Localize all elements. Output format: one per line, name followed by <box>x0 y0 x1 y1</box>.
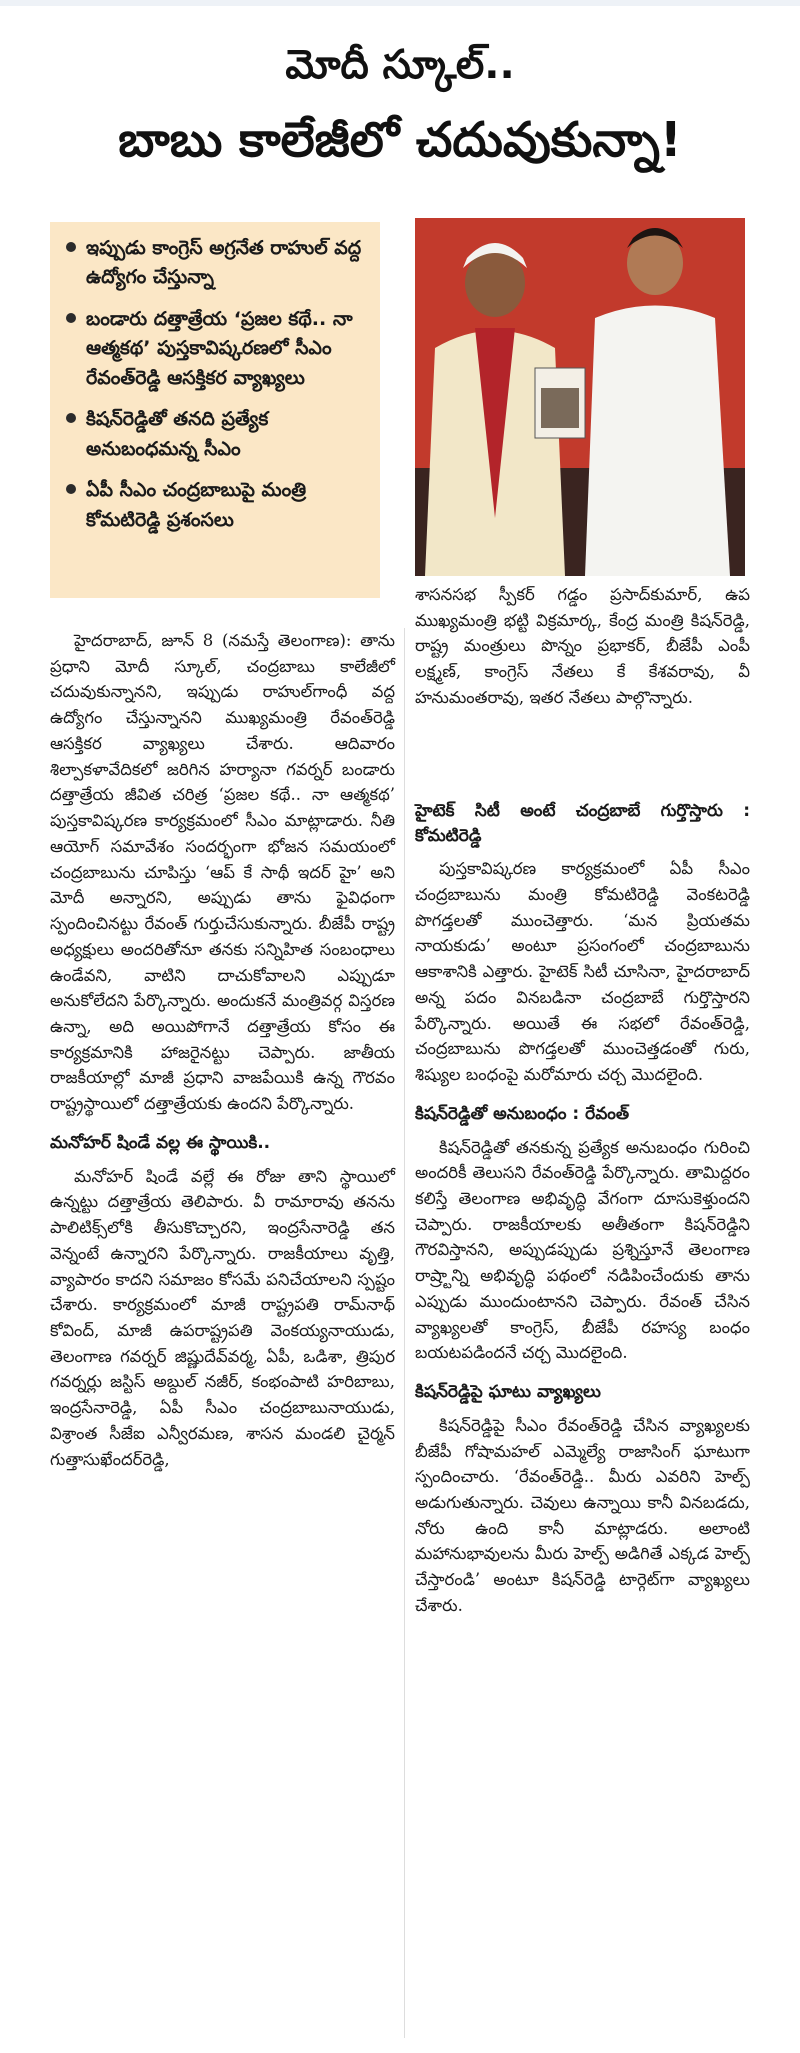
photo-caption-text: శాసనసభ స్పీకర్ గడ్డం ప్రసాద్‌కుమార్, ఉప ముఖ్యమంత్రి భట్టి విక్రమార్క, కేంద్ర మంత్రి కిషన్‌రెడ్డి, రాష్ట్ర మంత్రులు పొన్నం ప్రభాకర్, బీజేపీ ఎంపీ లక్ష్మణ్, కాంగ్రెస్ నేతలు కే కేశవరావు, వీ హనుమంతరావు, ఇతర నేతలు పాల్గొన్నారు. <box>415 585 750 707</box>
left-column <box>50 628 395 1478</box>
highlight-text: ఇప్పుడు కాంగ్రెస్ అగ్రనేత రాహుల్ వద్ద ఉద్యోగం చేస్తున్నా <box>86 237 362 289</box>
highlight-item <box>60 476 368 535</box>
news-photo <box>415 218 745 576</box>
highlight-item <box>60 234 368 293</box>
article-paragraph: పుస్తకావిష్కరణ కార్యక్రమంలో ఏపీ సీఎం చంద్రబాబును మంత్రి కోమటిరెడ్డి వెంకటరెడ్డి పొగడ్తలతో ముంచెత్తారు. ‘మన ప్రియతమ నాయకుడు’ అంటూ ప్రసంగంలో చంద్రబాబును ఆకాశానికి ఎత్తారు. హైటెక్ సిటీ చూసినా, హైదరాబాద్ అన్న పదం వినబడినా చంద్రబాబే గుర్తొస్తారని పేర్కొన్నారు. అయితే ఈ సభలో రేవంత్‌రెడ్డి, చంద్రబాబును పొగడ్తలతో ముంచెత్తడంతో గురు, శిష్యుల బంధంపై మరోమారు చర్చ మొదలైంది. <box>415 859 750 1085</box>
right-column <box>415 785 750 1625</box>
highlight-text: ఏపీ సీఎం చంద్రబాబుపై మంత్రి కోమటిరెడ్డి ప్రశంసలు <box>86 479 307 531</box>
bullet-icon <box>66 484 76 494</box>
photo-caption <box>415 582 750 717</box>
headline <box>40 40 760 170</box>
highlight-item <box>60 405 368 464</box>
subheading: కిషన్‌రెడ్డితో అనుబంధం : రేవంత్ <box>415 1103 630 1124</box>
highlights-box <box>50 222 380 598</box>
column-divider <box>404 628 405 2038</box>
bullet-icon <box>66 242 76 252</box>
headline-line-1: మోదీ స్కూల్.. <box>285 42 515 88</box>
bullet-icon <box>66 313 76 323</box>
article-paragraph: కిషన్‌రెడ్డితో తనకున్న ప్రత్యేక అనుబంధం గురించి అందరికీ తెలుసని రేవంత్‌రెడ్డి పేర్కొన్నారు. తామిద్దరం కలిస్తే తెలంగాణ అభివృద్ధి వేగంగా దూసుకెళ్తుందని చెప్పారు. రాజకీయాలకు అతీతంగా కిషన్‌రెడ్డిని గౌరవిస్తానని, అప్పుడప్పుడు ప్రశ్నిస్తూనే తెలంగాణ రాష్ర్టాన్ని అభివృద్ధి పథంలో నడిపించేందుకు తాను ఎప్పుడు ముందుంటానని చెప్పారు. రేవంత్ చేసిన వ్యాఖ్యలతో కాంగ్రెస్, బీజేపీ రహస్య బంధం బయటపడిందనే చర్చ మొదలైంది. <box>415 1137 750 1363</box>
article-paragraph: హైదరాబాద్, జూన్ 8 (నమస్తే తెలంగాణ): తాను ప్రధాని మోదీ స్కూల్, చంద్రబాబు కాలేజీలో చదువుకున్నానని, ఇప్పుడు రాహుల్‌గాంధీ వద్ద ఉద్యోగం చేస్తున్నానని ముఖ్యమంత్రి రేవంత్‌రెడ్డి ఆసక్తికర వ్యాఖ్యలు చేశారు. ఆదివారం శిల్పాకళావేదికలో జరిగిన హర్యానా గవర్నర్ బండారు దత్తాత్రేయ జీవిత చరిత్ర ‘ప్రజల కథే.. నా ఆత్మకథ’ పుస్తకావిష్కరణ కార్యక్రమంలో సీఎం మాట్లాడారు. నీతి ఆయోగ్ సమావేశం సందర్భంగా భోజన సమయంలో చంద్రబాబును చూపిస్తు ‘ఆప్ కే సాథీ ఇదర్ హై’ అని మోదీ అన్నారని, అప్పుడు తాను ఫైవిధంగా స్పందించినట్టు రేవంత్ గుర్తుచేసుకున్నారు. బీజేపీ రాష్ట్ర అధ్యక్షులు అందరితోనూ తనకు సన్నిహిత సంబంధాలు ఉండేవని, వాటిని దాచుకోవాలని ఎప్పుడూ అనుకోలేదని పేర్కొన్నారు. అందుకనే మంత్రివర్గ విస్తరణ ఉన్నా, అది అయిపోగానే దత్తాత్రేయ కోసం ఈ కార్యక్రమానికి హాజరైనట్టు చెప్పారు. జాతీయ రాజకీయాల్లో మాజీ ప్రధాని వాజపేయికి ఉన్న గౌరవం రాష్ట్రస్థాయిలో దత్తాత్రేయకు ఉందని పేర్కొన్నారు. <box>50 631 395 1114</box>
subheading: హైటెక్ సిటీ అంటే చంద్రబాబే గుర్తొస్తారు : కోమటిరెడ్డి <box>415 801 750 846</box>
photo-illustration <box>415 218 745 576</box>
bullet-icon <box>66 413 76 423</box>
highlight-text: కిషన్‌రెడ్డితో తనది ప్రత్యేక అనుబంధమన్న సీఎం <box>86 408 269 460</box>
subheading: కిషన్‌రెడ్డిపై ఘాటు వ్యాఖ్యలు <box>415 1382 601 1403</box>
top-rule <box>0 0 800 6</box>
headline-line-2: బాబు కాలేజీలో చదువుకున్నా! <box>118 112 682 168</box>
subheading: మనోహర్ షిండే వల్ల ఈ స్థాయికి.. <box>50 1132 271 1153</box>
highlight-text: బండారు దత్తాత్రేయ ‘ప్రజల కథే.. నా ఆత్మకథ’ పుస్తకావిష్కరణలో సీఎం రేవంత్‌రెడ్డి ఆసక్తికర వ్యాఖ్యలు <box>86 307 353 389</box>
highlight-item <box>60 305 368 393</box>
article-paragraph: కిషన్‌రెడ్డిపై సీఎం రేవంత్‌రెడ్డి చేసిన వ్యాఖ్యలకు బీజేపీ గోషామహల్ ఎమ్మెల్యే రాజాసింగ్ ఘాటుగా స్పందించారు. ‘రేవంత్‌రెడ్డి.. మీరు ఎవరిని హెల్ప్ అడుగుతున్నారు. చెవులు ఉన్నాయి కానీ వినబడదు, నోరు ఉంది కానీ మాట్లాడరు. అలాంటి మహానుభావులను మీరు హెల్ప్ అడిగితే ఎక్కడ హెల్ప్ చేస్తారండి’ అంటూ కిషన్‌రెడ్డి టార్గెట్‌గా వ్యాఖ్యలు చేశారు. <box>415 1415 750 1615</box>
article-paragraph: మనోహర్ షిండే వల్లే ఈ రోజు తాని స్థాయిలో ఉన్నట్టు దత్తాత్రేయ తెలిపారు. వీ రామారావు తనను పాలిటిక్స్‌లోకి తీసుకొచ్చారని, ఇంద్రసేనారెడ్డి తన వెన్నంటే ఉన్నారని పేర్కొన్నారు. రాజకీయాలు వృత్తి, వ్యాపారం కాదని సమాజం కోసమే పనిచేయాలని స్పష్టం చేశారు. కార్యక్రమంలో మాజీ రాష్ట్రపతి రామ్‌నాథ్ కోవింద్, మాజీ ఉపరాష్ట్రపతి వెంకయ్యనాయుడు, తెలంగాణ గవర్నర్ జిష్ణుదేవ్‌వర్మ, ఏపీ, ఒడిశా, త్రిపుర గవర్నర్లు జస్టిస్ అబ్దుల్ నజీర్, కంభంపాటి హరిబాబు, ఇంద్రసేనారెడ్డి, ఏపీ సీఎం చంద్రబాబునాయుడు, విశ్రాంత సీజేఐ ఎన్వీరమణ, శాసన మండలి చైర్మన్ గుత్తాసుఖేందర్‌రెడ్డి, <box>50 1166 395 1469</box>
